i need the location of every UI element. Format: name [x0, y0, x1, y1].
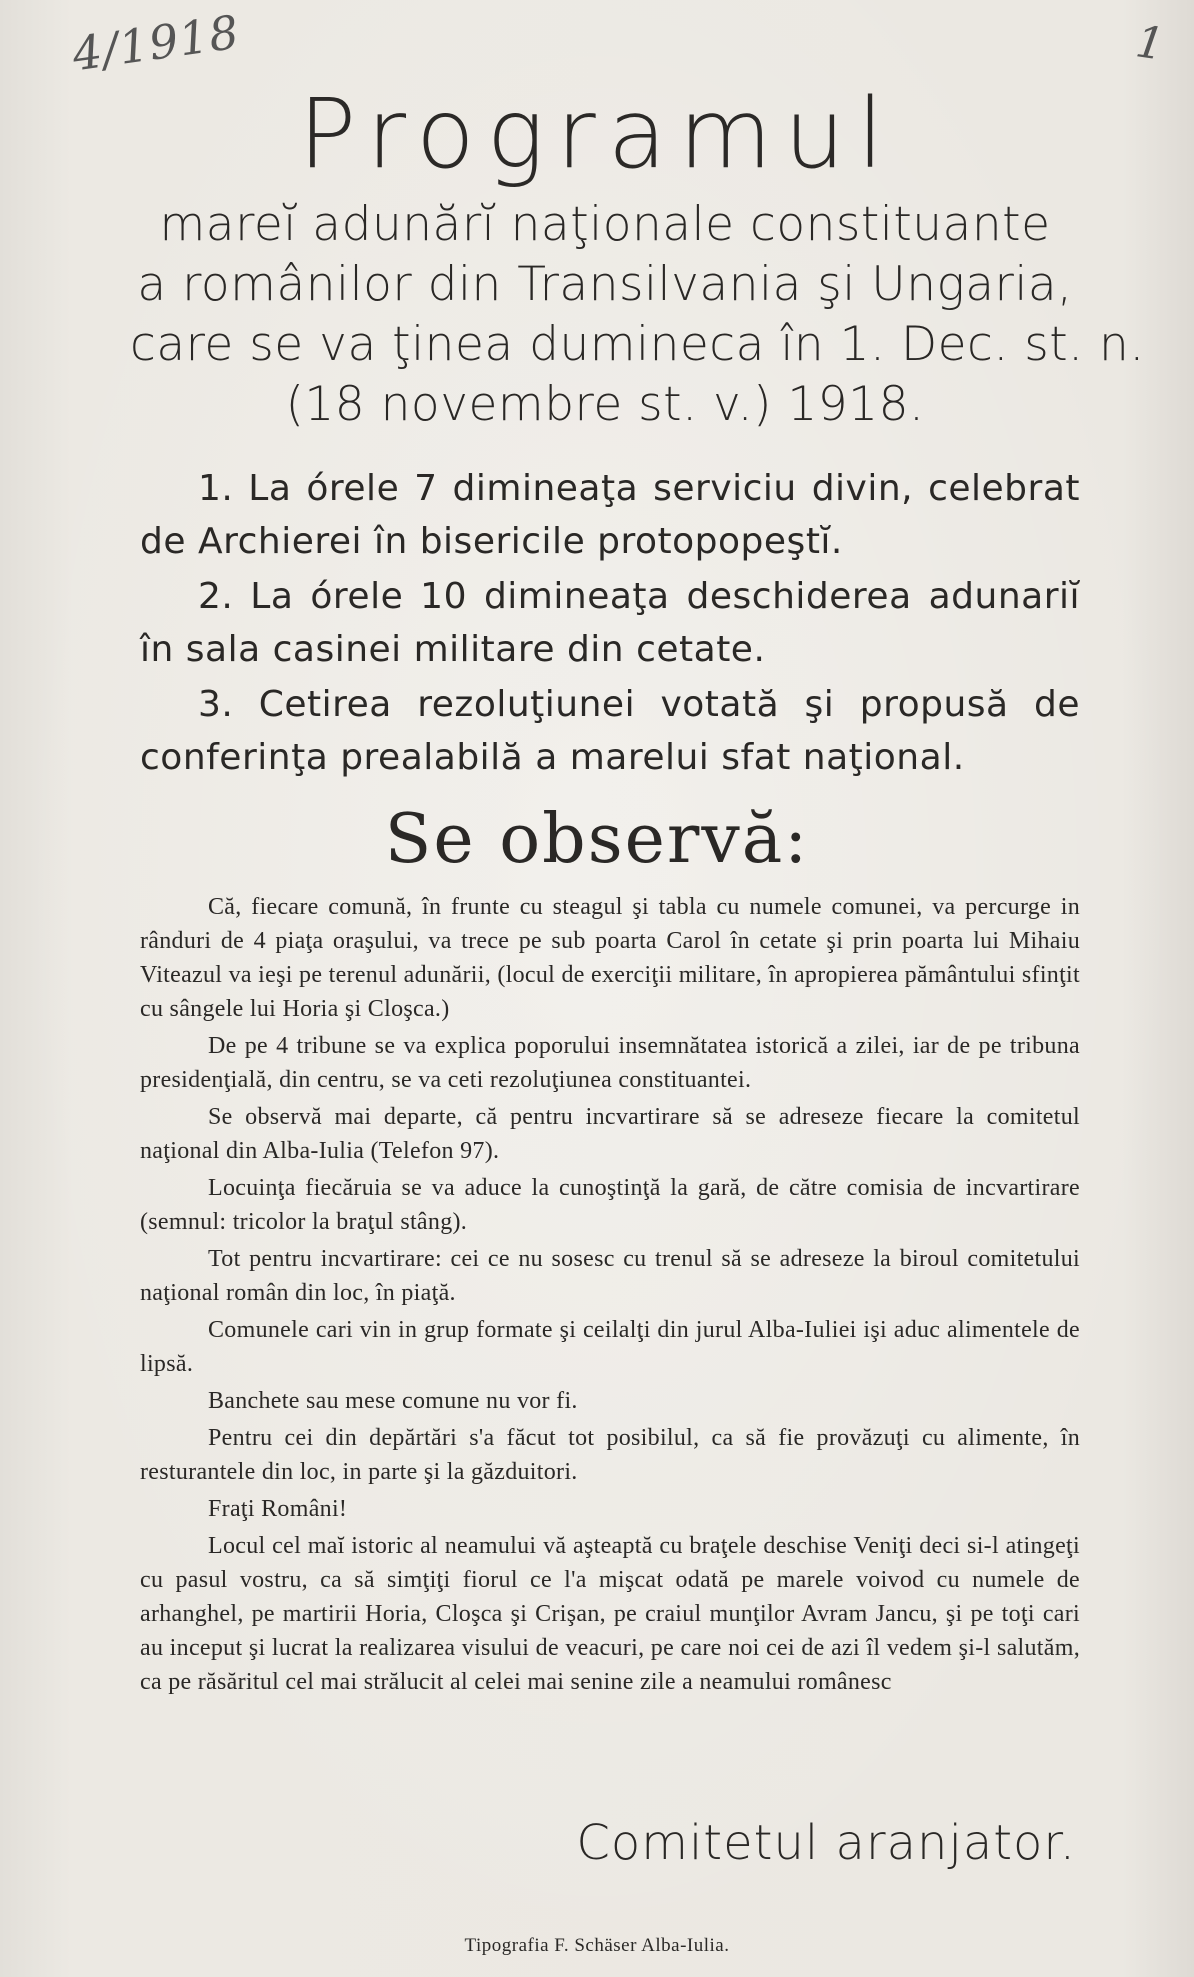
document-subtitle [130, 195, 1145, 435]
program-item-3: 3. Cetirea rezoluţiunei votată şi propusă de conferinţa prealabilă a marelui sfat naţional. [140, 684, 1080, 778]
note-paragraph: De pe 4 tribune se va explica poporului insemnătatea istorică a zilei, iar de pe tribuna presidenţială, din centru, se va ceti rezoluţiunea constituantei. [140, 1033, 1080, 1093]
document-title: Programul [298, 78, 896, 190]
subtitle-line: mareĭ adunărĭ naţionale constituante [159, 197, 1051, 252]
note-paragraph: Locul cel maĭ istoric al neamului vă aşteaptă cu braţele deschise Veniţi deci si-l atingeţi cu pasul vostru, ca să simţiţi fiorul ce l'a mişcat odată pe marele voivod cu numele de arhanghel, pe martirii Horia, Cloşca şi Crişan, pe craiul munţilor Avram Jancu, şi pe toţi cari au inceput şi lucrat la realizarea visului de veacuri, pe care noi cei de azi îl vedem şi-l salutăm, ca pe răsăritul cel mai strălucit al celei mai senine zile a neamului românesc [140, 1533, 1080, 1695]
signature: Comitetul aranjator. [576, 1815, 1076, 1871]
program-items [140, 462, 1080, 786]
handwritten-archive-number: 4/1918 [69, 4, 243, 82]
printer-imprint: Tipografia F. Schäser Alba-Iulia. [464, 1935, 730, 1956]
note-paragraph: Locuinţa fiecăruia se va aduce la cunoştinţă la gară, de către comisia de incvartirare (semnul: tricolor la braţul stâng). [140, 1175, 1080, 1235]
note-paragraph: Tot pentru incvartirare: cei ce nu sosesc cu trenul să se adreseze la biroul comitetului naţional român din loc, în piaţă. [140, 1246, 1080, 1306]
program-item-2: 2. La órele 10 dimineaţa deschiderea adunariĭ în sala casinei militare din cetate. [140, 576, 1080, 670]
subtitle-line: (18 novembre st. v.) 1918. [285, 377, 925, 432]
note-paragraph: Comunele cari vin in grup formate şi ceilalţi din jurul Alba-Iuliei işi aduc alimentele de lipsă. [140, 1317, 1080, 1377]
subtitle-line: care se va ţinea dumineca în 1. Dec. st. n. [130, 317, 1145, 372]
handwritten-page-number: 1 [1132, 16, 1168, 71]
program-item-1: 1. La órele 7 dimineaţa serviciu divin, celebrat de Archierei în bisericile protopopeştĭ. [140, 468, 1080, 562]
note-paragraph: Fraţi Români! [208, 1496, 348, 1522]
notes-section [140, 890, 1080, 1702]
note-paragraph: Că, fiecare comună, în frunte cu steagul şi tabla cu numele comunei, va percurge in rânduri de 4 piaţa oraşului, va trece pe sub poarta Carol în cetate şi prin poarta lui Mihaiu Viteazul va ieşi pe terenul adunării, (locul de exerciţii militare, în apropierea pământului sfinţit cu sângele lui Horia şi Cloşca.) [140, 894, 1080, 1022]
note-paragraph: Se observă mai departe, că pentru incvartirare să se adreseze fiecare la comitetul naţional din Alba-Iulia (Telefon 97). [140, 1104, 1080, 1164]
observe-heading: Se observă: [384, 800, 810, 879]
subtitle-line: a românilor din Transilvania şi Ungaria, [137, 257, 1073, 312]
note-paragraph: Pentru cei din depărtări s'a făcut tot posibilul, ca să fie provăzuţi cu alimente, în resturantele din loc, in parte şi la găzduitori. [140, 1425, 1080, 1485]
note-paragraph: Banchete sau mese comune nu vor fi. [208, 1388, 578, 1414]
